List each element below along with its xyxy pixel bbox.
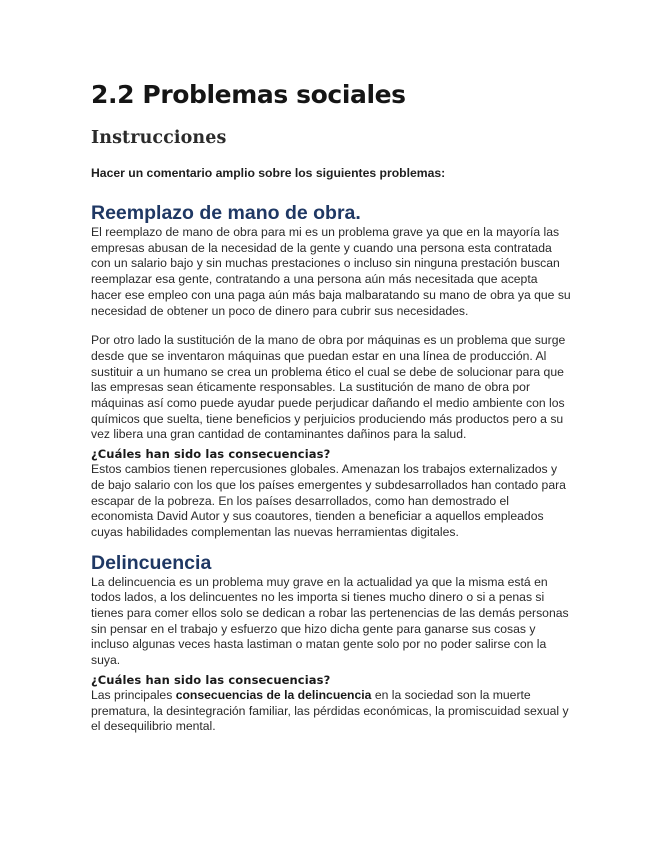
document-content	[91, 78, 571, 735]
page-title: 2.2 Problemas sociales	[91, 80, 406, 109]
answer-text-start: Las principales	[91, 687, 176, 702]
reemplazo-paragraph-2: Por otro lado la sustitución de la mano de obra por máquinas es un problema que surge desde que se inventaron máquinas que puedan estar en una línea de producción. Al sustituir a un humano se crea un problema ético el cual se debe de solucionar para que las empresas sean éticamente responsables. La sustitución de mano de obra por máquinas así como puede ayudar puede perjudicar dañando el medio ambiente con los químicos que suelta, tiene beneficios y perjuicios produciendo más productos pero a su vez libera una gran cantidad de contaminantes dañinos para la salud.	[91, 333, 566, 442]
reemplazo-answer: Estos cambios tienen repercusiones globales. Amenazan los trabajos externalizados y de bajo salario con los que los países emergentes y subdesarrollados han contado para escapar de la pobreza. En los países desarrollados, como han demostrado el economista David Autor y sus coautores, tienden a beneficiar a aquellos empleados cuyas habilidades complementan las nuevas herramientas digitales.	[91, 462, 566, 539]
delincuencia-answer	[91, 688, 571, 735]
answer-text-bold: consecuencias de la delincuencia	[175, 687, 372, 702]
instructions-text: Hacer un comentario amplio sobre los siguientes problemas:	[91, 166, 446, 180]
section-heading-reemplazo: Reemplazo de mano de obra.	[91, 202, 361, 224]
delincuencia-paragraph-1: La delincuencia es un problema muy grave en la actualidad ya que la misma está en todos lados, a los delincuentes no les importa si tienes mucho dinero o si a penas si tienes para comer ellos solo se dedican a robar las pertenencias de las demás personas sin pensar en el trabajo y esfuerzo que hizo dicha gente para ganarse sus cosas y incluso algunas veces hasta lastiman o matan gente solo por no poder salirse con la suya.	[91, 574, 569, 668]
section-heading-delincuencia: Delincuencia	[91, 551, 212, 574]
delincuencia-question: ¿Cuáles han sido las consecuencias?	[91, 672, 331, 687]
answer-text-end: en la sociedad son la muerte prematura, la desintegración familiar, las pérdidas económicas, la promiscuidad sexual y el desequilibrio mental.	[91, 687, 569, 734]
instructions-heading: Instrucciones	[91, 128, 227, 148]
reemplazo-question: ¿Cuáles han sido las consecuencias?	[91, 447, 331, 462]
reemplazo-paragraph-1: El reemplazo de mano de obra para mi es un problema grave ya que en la mayoría las empresas abusan de la necesidad de la gente y cuando una persona esta contratada con un salario bajo y sin muchas prestaciones o incluso sin ninguna prestación buscan reemplazar esa gente, contratando a una persona aún más necesitada que acepta hacer ese empleo con una paga aún más baja malbaratando su mano de obra ya que su necesidad de obtener un poco de dinero para cubrir sus necesidades.	[91, 225, 571, 318]
